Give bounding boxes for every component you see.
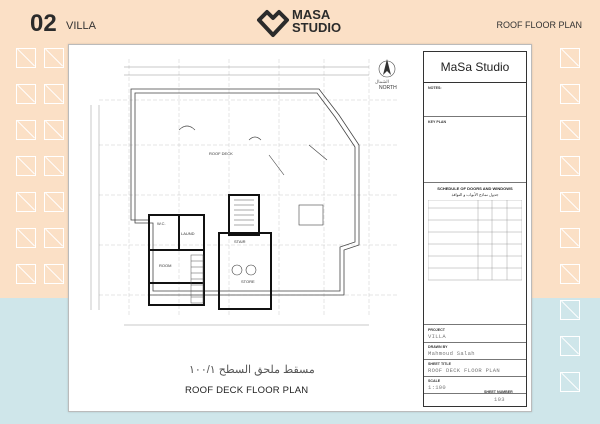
decor-square — [44, 156, 64, 176]
decor-square — [560, 192, 580, 212]
room-label-stair: STAIR — [234, 239, 246, 244]
decor-square — [44, 120, 64, 140]
title-block-brand: MaSa Studio — [424, 52, 526, 83]
sheet-number-label: SHEET NUMBER — [484, 390, 513, 394]
decor-square — [16, 192, 36, 212]
decor-square — [560, 300, 580, 320]
page-title: ROOF FLOOR PLAN — [496, 20, 582, 30]
decor-square — [560, 336, 580, 356]
north-label-ar: الشمال — [375, 79, 389, 84]
schedule-table — [428, 200, 522, 282]
decor-square — [560, 372, 580, 392]
logo-wordmark — [292, 8, 341, 34]
decor-square — [44, 264, 64, 284]
logo-line2: STUDIO — [292, 20, 342, 35]
divider — [424, 182, 526, 183]
north-label: NORTH — [379, 85, 397, 91]
north-arrow-icon — [379, 59, 395, 77]
category-label: VILLA — [66, 20, 96, 32]
decor-square — [16, 156, 36, 176]
room-label-room: ROOM — [159, 263, 172, 268]
key-plan-label: KEY PLAN — [428, 120, 447, 124]
notes-label: NOTES: — [428, 86, 442, 90]
room-label-store: STORE — [241, 279, 255, 284]
schedule-title-ar: جدول نماذج الأبواب و النوافذ — [451, 192, 499, 197]
decor-square — [560, 264, 580, 284]
drawn-by-value: Mahmoud Salah — [428, 350, 475, 357]
floor-plan-drawing — [69, 45, 419, 411]
divider — [424, 116, 526, 117]
decor-square — [44, 192, 64, 212]
logo-line1: MASA — [292, 7, 331, 22]
decor-square — [560, 156, 580, 176]
divider — [424, 359, 526, 360]
sheet-title-value: ROOF DECK FLOOR PLAN — [428, 367, 501, 374]
divider — [424, 342, 526, 343]
decor-square — [16, 264, 36, 284]
room-label-roof-deck: ROOF DECK — [209, 151, 233, 156]
project-label: PROJECT — [428, 328, 445, 332]
plan-title-arabic: مسقط ملحق السطح ١٠٠/١ — [189, 364, 315, 376]
decor-square — [44, 228, 64, 248]
plan-title: ROOF DECK FLOOR PLAN — [185, 385, 309, 396]
decor-square — [16, 48, 36, 68]
schedule-title: SCHEDULE OF DOORS AND WINDOWS — [437, 186, 513, 191]
decor-square — [560, 84, 580, 104]
room-label-laund: LAUND — [181, 231, 195, 236]
drawn-by-label: DRAWN BY — [428, 345, 448, 349]
title-block — [423, 51, 527, 407]
sheet-number-value: 103 — [494, 396, 505, 403]
sheet-title-label: SHEET TITLE — [428, 362, 451, 366]
scale-label: SCALE — [428, 379, 441, 383]
page-number: 02 — [30, 10, 57, 37]
divider — [424, 376, 526, 377]
decor-square — [16, 228, 36, 248]
divider — [424, 324, 526, 325]
decor-square — [16, 120, 36, 140]
drawing-sheet — [68, 44, 532, 412]
decor-square — [560, 48, 580, 68]
decor-square — [44, 84, 64, 104]
decor-square — [44, 48, 64, 68]
decor-square — [16, 84, 36, 104]
masa-logo-icon — [256, 8, 290, 38]
project-value: VILLA — [428, 333, 447, 340]
decor-square — [560, 228, 580, 248]
decor-square — [560, 120, 580, 140]
scale-value: 1:100 — [428, 384, 447, 391]
room-label-wc: W.C. — [157, 221, 166, 226]
